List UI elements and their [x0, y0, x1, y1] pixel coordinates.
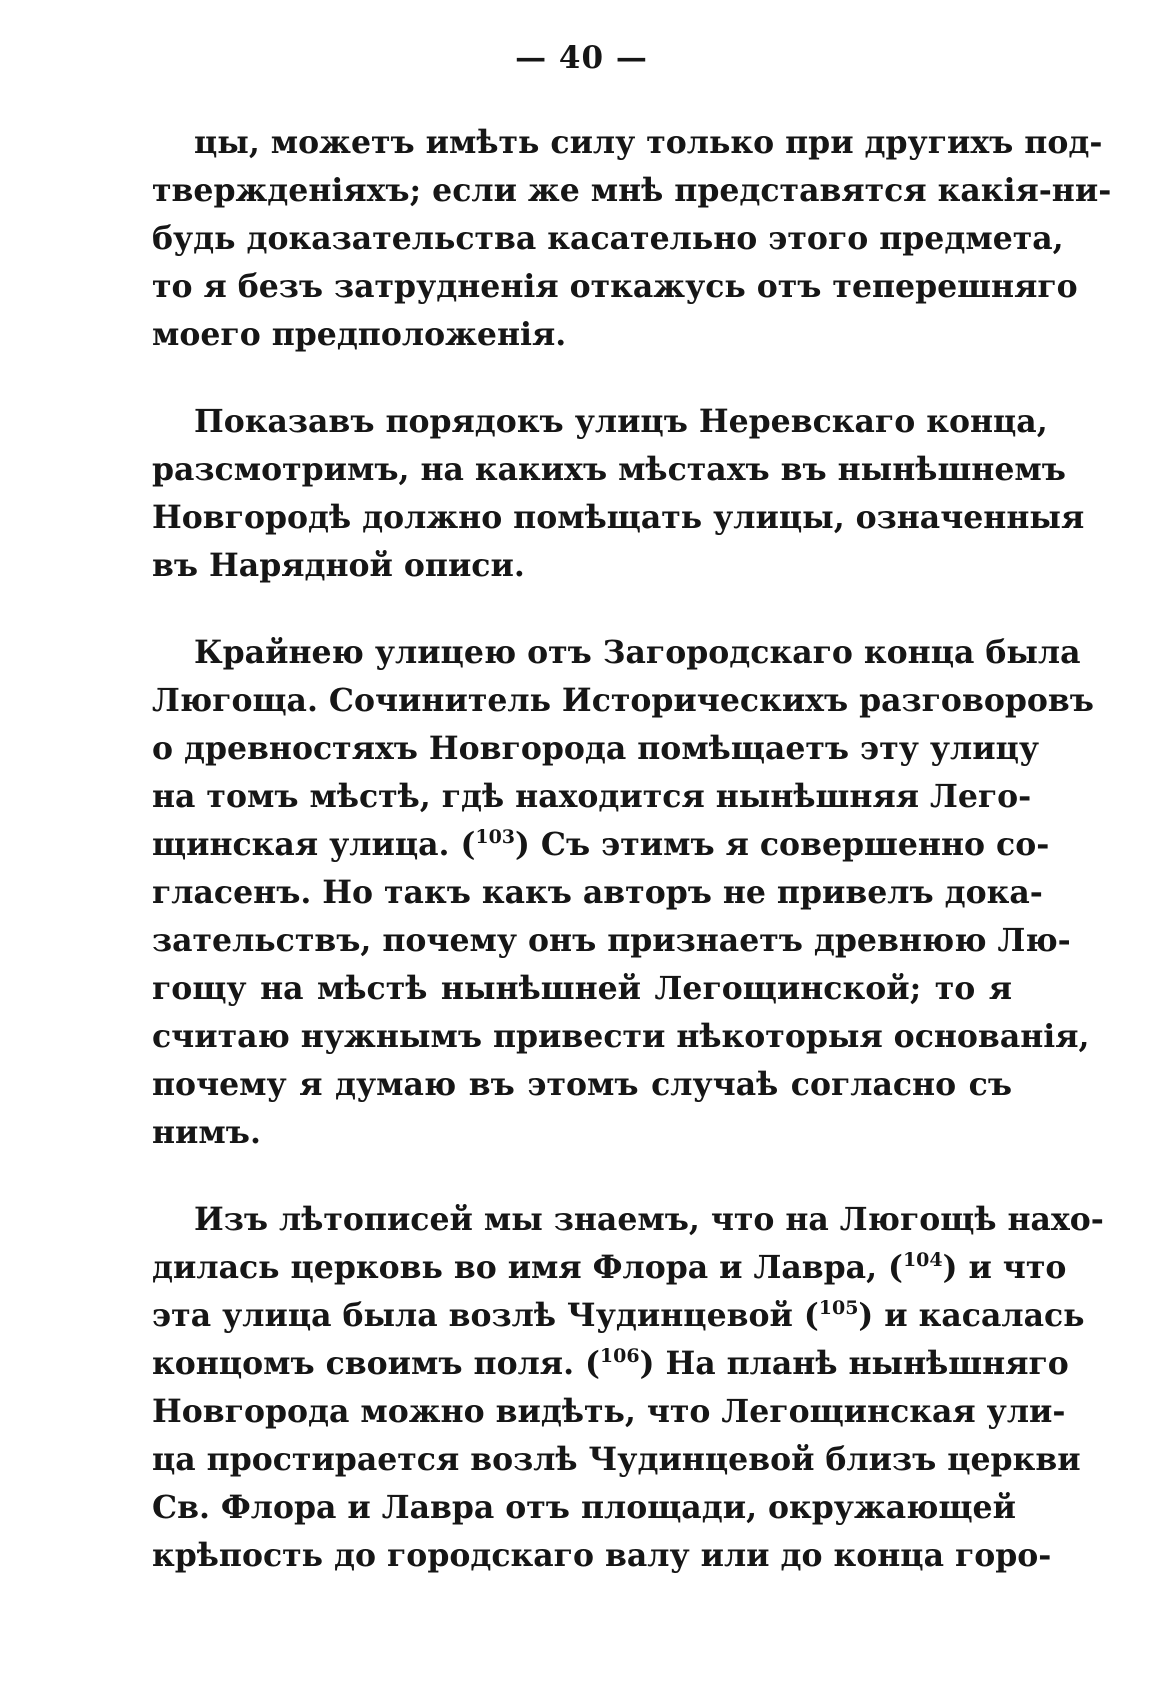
text-line: дилась церковь во имя Флора и Лавра, ($^{104}$) и что [152, 1249, 1067, 1286]
text-line: цы, можетъ имѣть силу только при другихъ под- [194, 124, 1103, 161]
text-line: эта улица была возлѣ Чудинцевой ($^{105}$) и касалась [152, 1297, 1085, 1334]
text-line: будь доказательства касательно этого предмета, [152, 220, 1064, 257]
footnote-marker: 104 [902, 1249, 943, 1271]
text-line: на томъ мѣстѣ, гдѣ находится нынѣшняя Лего- [152, 778, 1032, 815]
text-line: Новгорода можно видѣть, что Легощинская ули- [152, 1393, 1066, 1430]
text-line: Крайнею улицею отъ Загородскаго конца была [194, 634, 1081, 671]
text-line: считаю нужнымъ привести нѣкоторыя основанія, [152, 1018, 1090, 1055]
text-line: Изъ лѣтописей мы знаемъ, что на Люгощѣ нахо- [194, 1201, 1104, 1238]
text-line: крѣпость до городскаго валу или до конца горо- [152, 1537, 1052, 1574]
footnote-marker: 106 [599, 1345, 640, 1367]
body-text [152, 119, 1112, 1619]
footnote-marker: 105 [818, 1297, 859, 1319]
text-line: почему я думаю въ этомъ случаѣ согласно съ [152, 1066, 1012, 1103]
text-line: гласенъ. Но такъ какъ авторъ не привелъ дока- [152, 874, 1043, 911]
text-line: щинская улица. ($^{103}$) Съ этимъ я совершенно со- [152, 826, 1050, 863]
text-line: концомъ своимъ поля. ($^{106}$) На планѣ нынѣшняго [152, 1345, 1069, 1382]
text-line: Показавъ порядокъ улицъ Неревскаго конца, [194, 403, 1048, 440]
paragraph [152, 119, 1112, 359]
page-number: — 40 — [515, 40, 648, 76]
text-line: моего предположенія. [152, 316, 567, 353]
text-line: гощу на мѣстѣ нынѣшней Легощинской; то я [152, 970, 1012, 1007]
text-line: нимъ. [152, 1114, 261, 1151]
text-line: Люгоща. Сочинитель Историческихъ разговоровъ [152, 682, 1094, 719]
paragraph [152, 1196, 1104, 1580]
text-line: въ Нарядной описи. [152, 547, 525, 584]
paragraph [152, 629, 1094, 1157]
text-line: разсмотримъ, на какихъ мѣстахъ въ нынѣшнемъ [152, 451, 1066, 488]
text-line: твержденіяхъ; если же мнѣ представятся какія-ни- [152, 172, 1112, 209]
text-line: о древностяхъ Новгорода помѣщаетъ эту улицу [152, 730, 1040, 767]
text-line: ца простирается возлѣ Чудинцевой близъ церкви [152, 1441, 1081, 1478]
text-line: то я безъ затрудненія откажусь отъ теперешняго [152, 268, 1078, 305]
text-line: зательствъ, почему онъ признаетъ древнюю Лю- [152, 922, 1071, 959]
footnote-marker: 103 [475, 826, 516, 848]
text-line: Св. Флора и Лавра отъ площади, окружающей [152, 1489, 1016, 1526]
text-line: Новгородѣ должно помѣщать улицы, означенныя [152, 499, 1085, 536]
paragraph [152, 398, 1085, 590]
